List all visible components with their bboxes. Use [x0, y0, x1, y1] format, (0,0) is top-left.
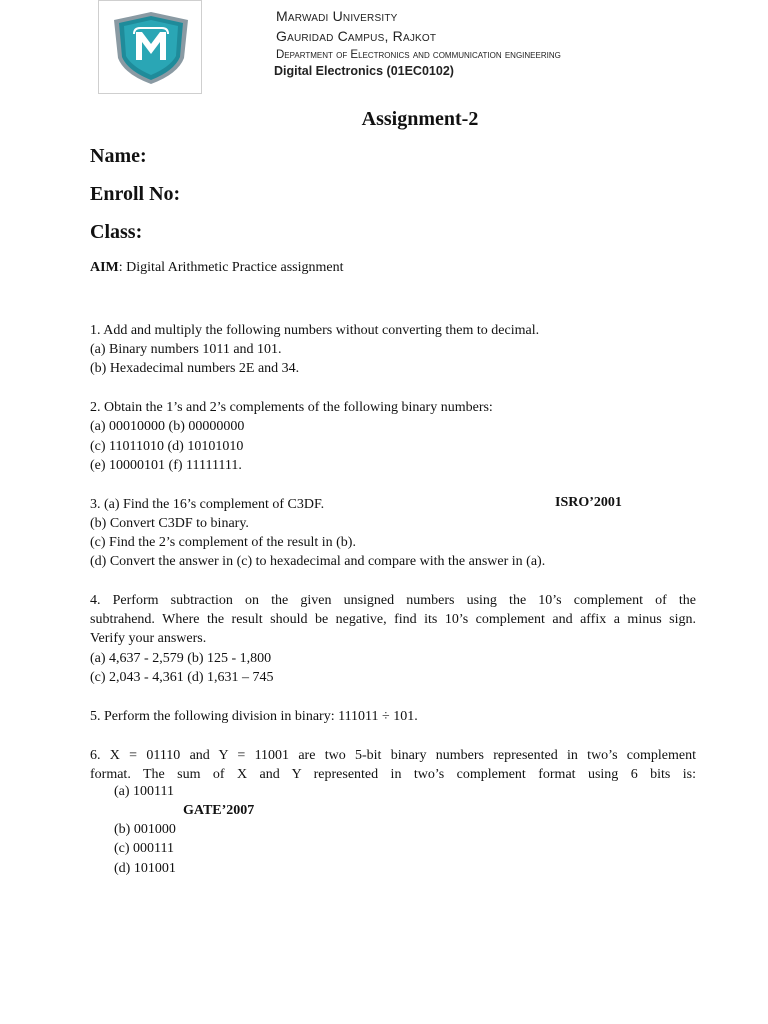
question-3-part-a: 3. (a) Find the 16’s complement of C3DF. [90, 497, 325, 512]
campus-name: Gauridad Campus, Rajkot [276, 28, 437, 44]
question-6-option-a: (a) 100111 [114, 784, 174, 799]
aim-line [90, 258, 344, 278]
question-2-stem: 2. Obtain the 1’s and 2’s complements of the following binary numbers: [90, 400, 493, 415]
isro-tag: ISRO’2001 [555, 495, 622, 510]
enroll-field-label: Enroll No: [90, 183, 181, 205]
question-6-line-2: format. The sum of X and Y represented in two’s complement format using 6 bits is: [90, 767, 696, 782]
question-6-option-c: (c) 000111 [114, 841, 174, 856]
question-6-option-d: (d) 101001 [114, 861, 176, 876]
question-1-stem: 1. Add and multiply the following numbers without converting them to decimal. [90, 323, 540, 338]
question-3-part-b: (b) Convert C3DF to binary. [90, 516, 249, 531]
question-6-line-1: 6. X = 01110 and Y = 11001 are two 5-bit binary numbers represented in two’s complement [90, 748, 696, 763]
page-title: Assignment-2 [361, 108, 479, 130]
course-name: Digital Electronics (01EC0102) [274, 64, 454, 78]
question-4-line-4: (a) 4,637 - 2,579 (b) 125 - 1,800 [90, 651, 272, 666]
aim-text: : Digital Arithmetic Practice assignment [118, 260, 344, 275]
question-1-part-b: (b) Hexadecimal numbers 2E and 34. [90, 361, 300, 376]
question-3-part-c: (c) Find the 2’s complement of the result in (b). [90, 535, 356, 550]
question-5: 5. Perform the following division in binary: 111011 ÷ 101. [90, 709, 418, 724]
department-name: Department of Electronics and communication engineering [276, 49, 561, 61]
name-field-label: Name: [90, 145, 147, 167]
class-field-label: Class: [90, 221, 143, 243]
question-2-line-1: (a) 00010000 (b) 00000000 [90, 419, 245, 434]
question-4-line-2: subtrahend. Where the result should be negative, find its 10’s complement and affix a minus sign. [90, 612, 696, 627]
university-logo [98, 0, 202, 94]
gate-tag: GATE’2007 [183, 803, 255, 818]
question-2-line-2: (c) 11011010 (d) 10101010 [90, 439, 244, 454]
question-6-option-b: (b) 001000 [114, 822, 176, 837]
question-4-line-5: (c) 2,043 - 4,361 (d) 1,631 – 745 [90, 670, 274, 685]
question-1-part-a: (a) Binary numbers 1011 and 101. [90, 342, 282, 357]
university-name: Marwadi University [276, 8, 398, 24]
aim-label: AIM [90, 260, 119, 275]
shield-logo-icon [110, 10, 192, 86]
question-3-part-d: (d) Convert the answer in (c) to hexadecimal and compare with the answer in (a). [90, 554, 546, 569]
question-4-line-1: 4. Perform subtraction on the given unsigned numbers using the 10’s complement of the [90, 593, 696, 608]
question-4-line-3: Verify your answers. [90, 631, 207, 646]
question-2-line-3: (e) 10000101 (f) 11111111. [90, 458, 242, 473]
